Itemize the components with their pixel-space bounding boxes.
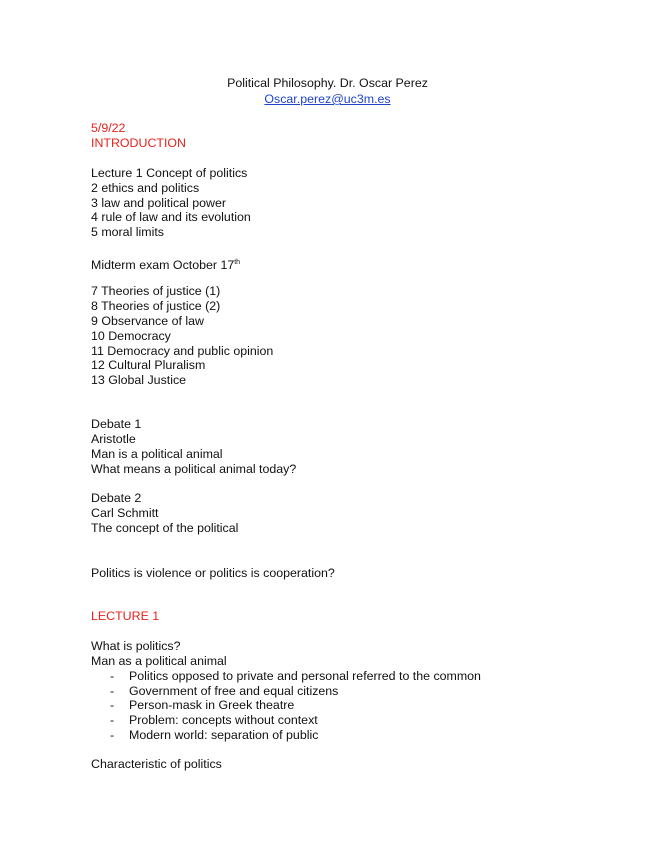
syllabus-item: 8 Theories of justice (2) [91, 299, 221, 313]
list-item-text: Government of free and equal citizens [129, 684, 339, 698]
syllabus-item: 7 Theories of justice (1) [91, 284, 221, 298]
debate2-line: The concept of the political [91, 521, 239, 535]
syllabus-item: 10 Democracy [91, 329, 171, 343]
midterm-line [91, 255, 240, 273]
introduction-heading: INTRODUCTION [91, 136, 186, 150]
list-item-text: Politics opposed to private and personal referred to the common [129, 669, 481, 683]
email-link[interactable]: Oscar.perez@uc3m.es [264, 92, 391, 106]
midterm-text: Midterm exam October 17 [91, 258, 235, 272]
syllabus-item: 3 law and political power [91, 196, 226, 210]
lecture1-heading: LECTURE 1 [91, 609, 160, 623]
debate1-line: Debate 1 [91, 417, 142, 431]
bullet-dash: - [110, 713, 115, 727]
document-title: Political Philosophy. Dr. Oscar Perez [227, 76, 428, 90]
syllabus-item: 13 Global Justice [91, 373, 187, 387]
debate1-line: Man is a political animal [91, 447, 223, 461]
syllabus-item: 2 ethics and politics [91, 181, 200, 195]
syllabus-item: 4 rule of law and its evolution [91, 210, 251, 224]
central-question: Politics is violence or politics is cooperation? [91, 566, 335, 580]
list-item-text: Modern world: separation of public [129, 728, 319, 742]
syllabus-item: 12 Cultural Pluralism [91, 358, 206, 372]
bullet-dash: - [110, 728, 115, 742]
syllabus-item: 9 Observance of law [91, 314, 204, 328]
midterm-suffix: th [234, 259, 241, 266]
debate1-line: What means a political animal today? [91, 462, 297, 476]
bullet-dash: - [110, 669, 115, 683]
list-item-text: Person-mask in Greek theatre [129, 698, 295, 712]
lecture1-intro-line: What is politics? [91, 639, 181, 653]
bullet-dash: - [110, 684, 115, 698]
lecture1-intro-line: Man as a political animal [91, 654, 227, 668]
debate1-line: Aristotle [91, 432, 136, 446]
syllabus-item: 11 Democracy and public opinion [91, 344, 274, 358]
closing-line: Characteristic of politics [91, 757, 222, 771]
syllabus-item: Lecture 1 Concept of politics [91, 166, 248, 180]
debate2-line: Carl Schmitt [91, 506, 159, 520]
debate2-line: Debate 2 [91, 491, 142, 505]
date: 5/9/22 [91, 121, 126, 135]
syllabus-item: 5 moral limits [91, 225, 164, 239]
bullet-dash: - [110, 698, 115, 712]
list-item-text: Problem: concepts without context [129, 713, 318, 727]
